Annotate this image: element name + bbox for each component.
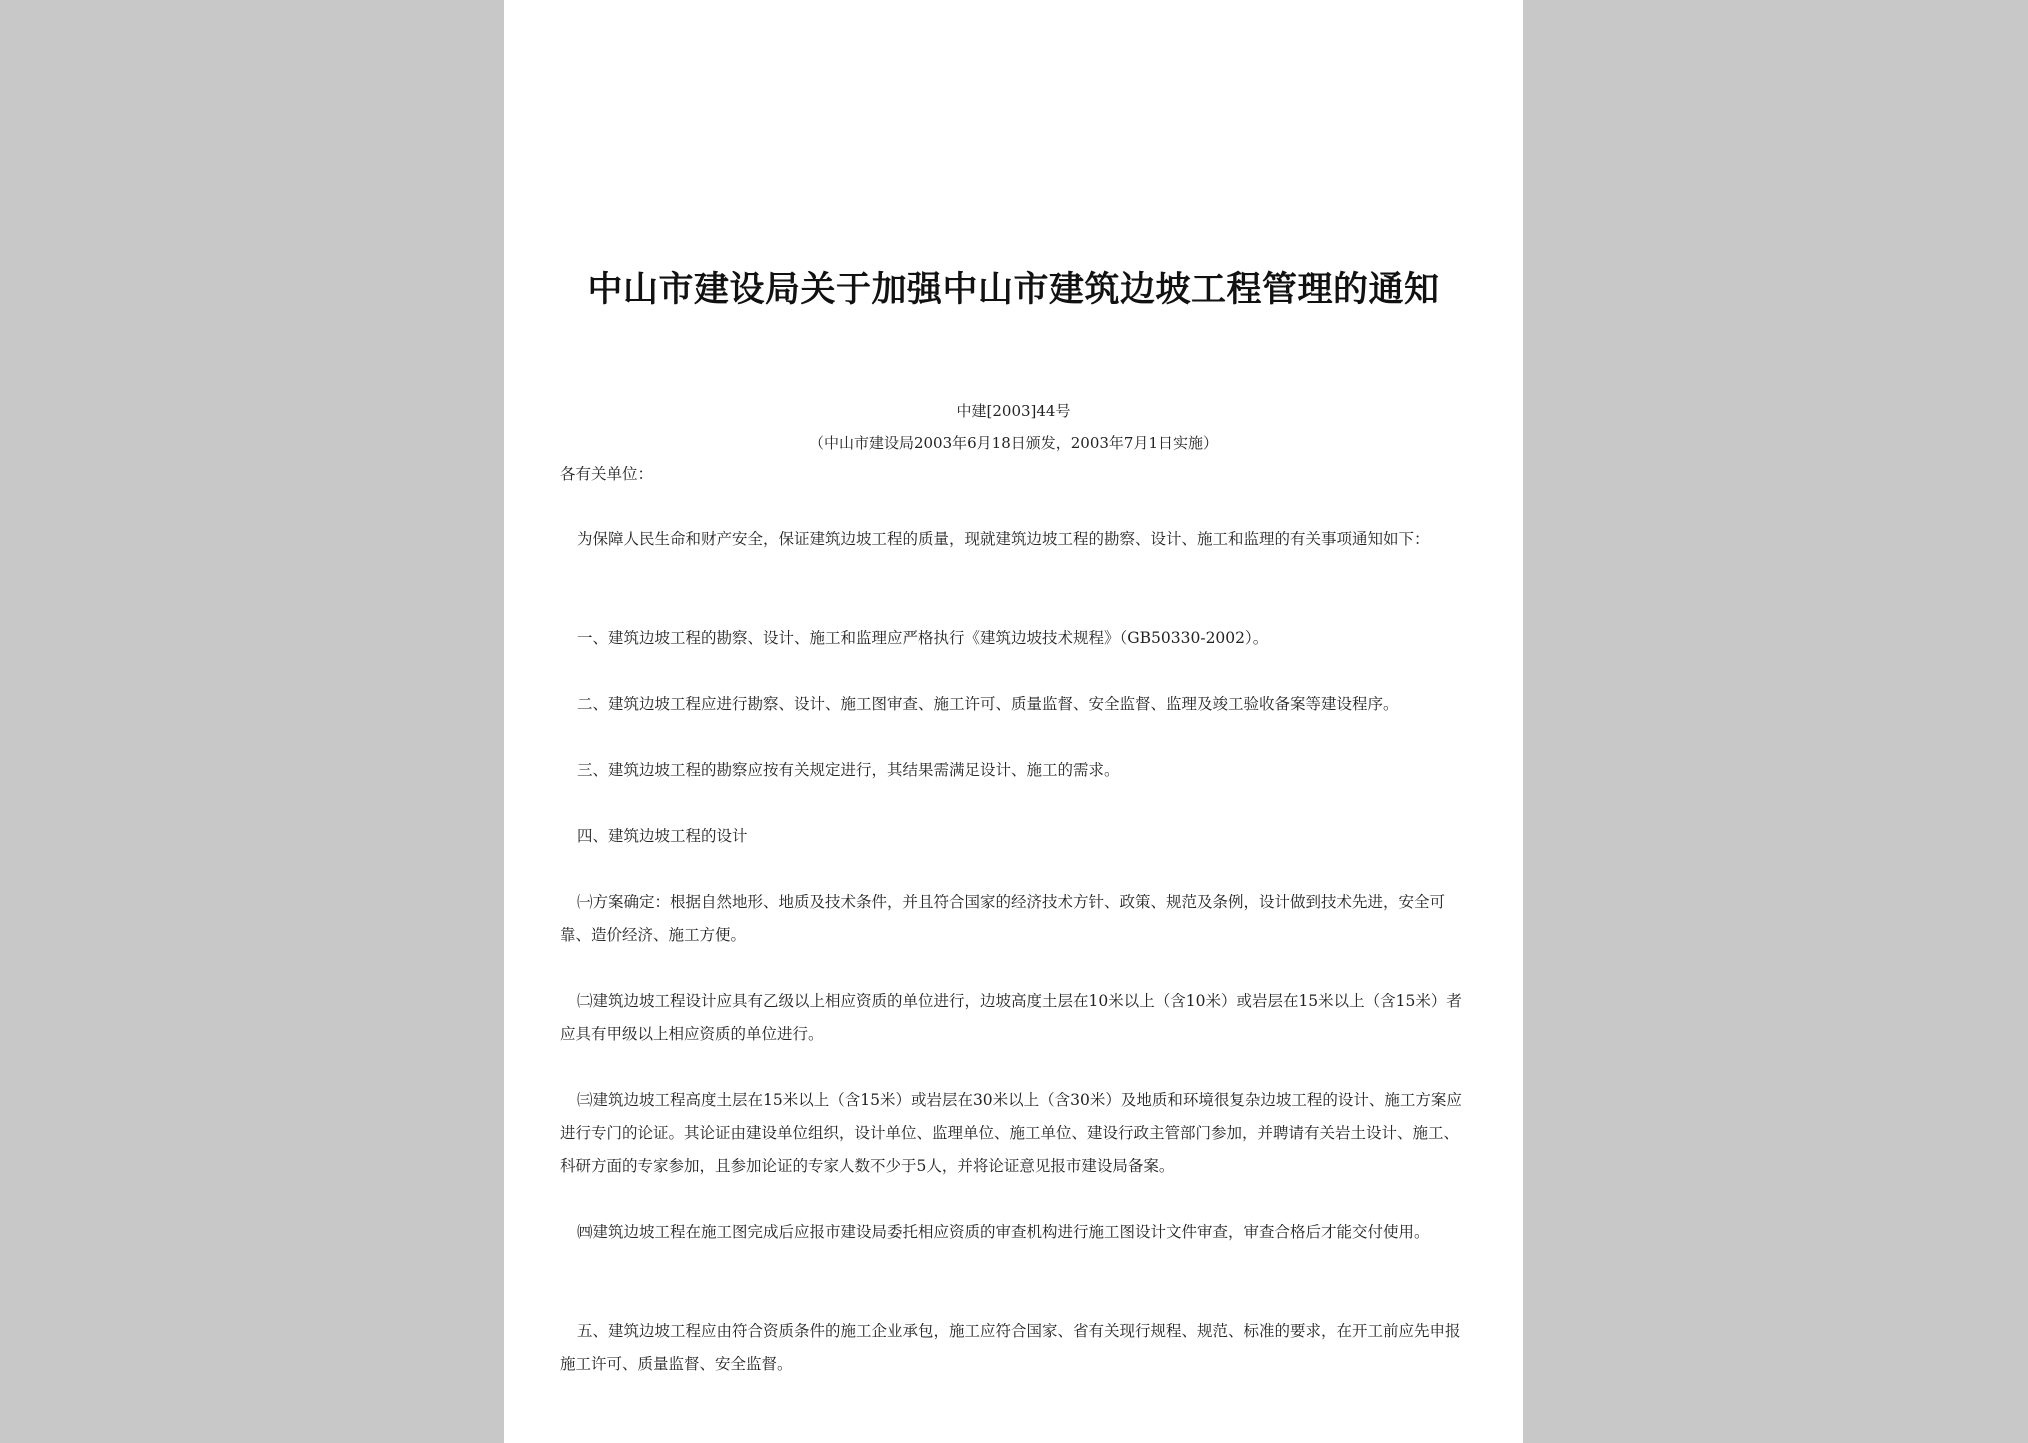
intro-paragraph: 为保障人民生命和财产安全，保证建筑边坡工程的质量，现就建筑边坡工程的勘察、设计、施工和监理的有关事项通知如下： <box>577 530 1430 548</box>
paragraph-item-4-3: ㈢建筑边坡工程高度土层在15米以上（含15米）或岩层在30米以上（含30米）及地质和环境很复杂边坡工程的设计、施工方案应进行专门的论证。其论证由建设单位组织，设计单位、监理单位、施工单位、建设行政主管部门参加，并聘请有关岩土设计、施工、科研方面的专家参加，且参加论证的专家人数不少于5人，并将论证意见报市建设局备案。 <box>560 1091 1462 1175</box>
paragraph-item-3: 三、建筑边坡工程的勘察应按有关规定进行，其结果需满足设计、施工的需求。 <box>577 761 1120 779</box>
document-page <box>504 0 1523 1443</box>
paragraph-item-4-4: ㈣建筑边坡工程在施工图完成后应报市建设局委托相应资质的审查机构进行施工图设计文件审查，审查合格后才能交付使用。 <box>577 1223 1430 1241</box>
issue-info: （中山市建设局2003年6月18日颁发，2003年7月1日实施） <box>808 434 1219 452</box>
paragraph-item-4-1: ㈠方案确定：根据自然地形、地质及技术条件，并且符合国家的经济技术方针、政策、规范及条例，设计做到技术先进，安全可靠、造价经济、施工方便。 <box>560 893 1446 944</box>
document-title: 中山市建设局关于加强中山市建筑边坡工程管理的通知 <box>587 270 1440 310</box>
paragraph-item-5: 五、建筑边坡工程应由符合资质条件的施工企业承包，施工应符合国家、省有关现行规程、规范、标准的要求，在开工前应先申报施工许可、质量监督、安全监督。 <box>560 1322 1461 1373</box>
paragraph-item-2: 二、建筑边坡工程应进行勘察、设计、施工图审查、施工许可、质量监督、安全监督、监理及竣工验收备案等建设程序。 <box>577 695 1399 713</box>
paragraph-item-1: 一、建筑边坡工程的勘察、设计、施工和监理应严格执行《建筑边坡技术规程》（GB50330-2002）。 <box>577 629 1269 647</box>
paragraph-item-4-2: ㈡建筑边坡工程设计应具有乙级以上相应资质的单位进行，边坡高度土层在10米以上（含10米）或岩层在15米以上（含15米）者应具有甲级以上相应资质的单位进行。 <box>560 992 1462 1043</box>
salutation: 各有关单位： <box>560 465 654 483</box>
document-number: 中建[2003]44号 <box>956 402 1071 420</box>
paragraph-item-4: 四、建筑边坡工程的设计 <box>577 827 748 845</box>
